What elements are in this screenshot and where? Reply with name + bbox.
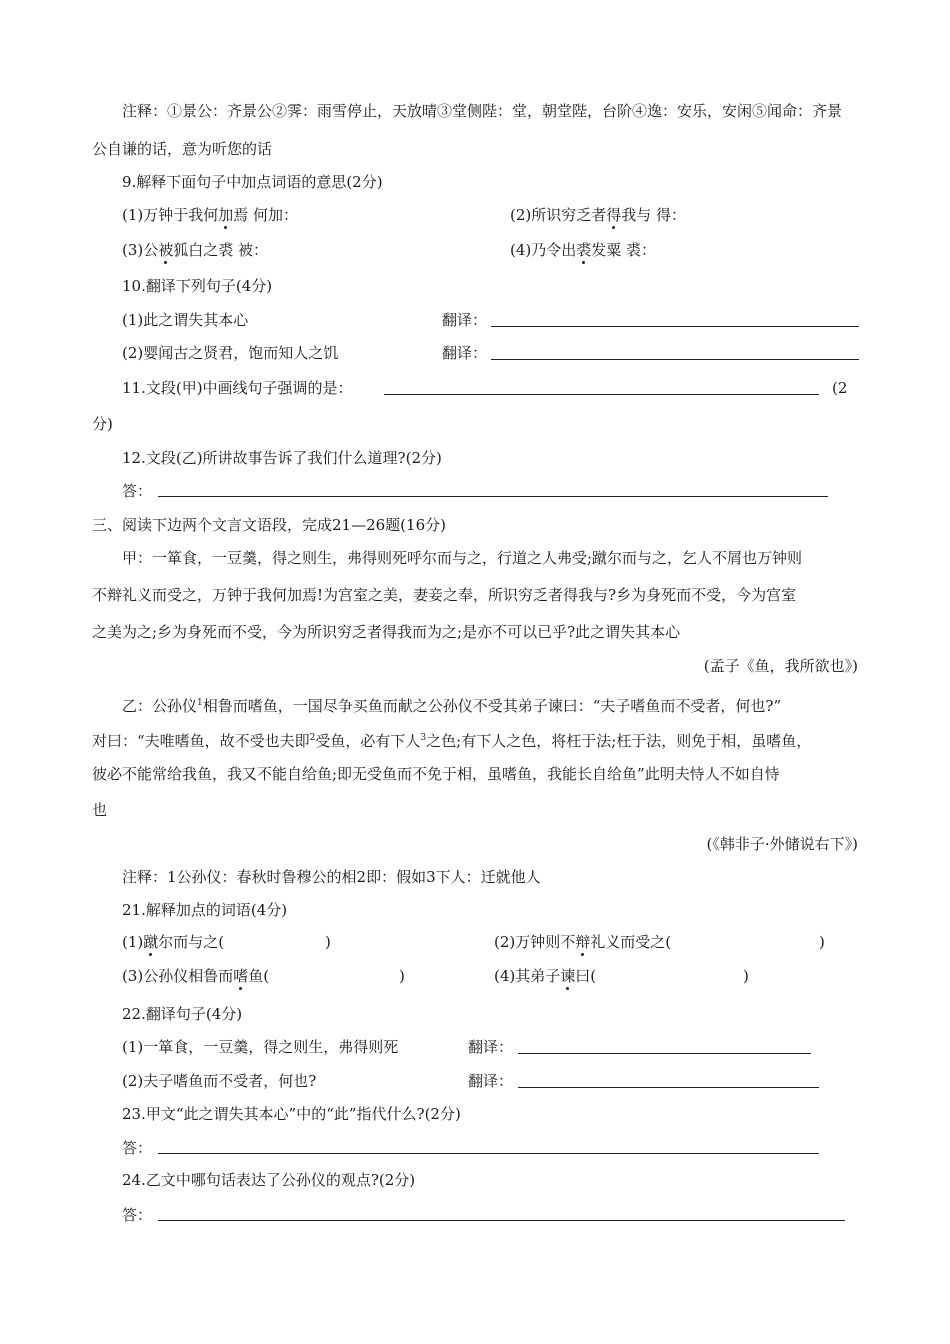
passage-jia-line-2: 不辩礼义而受之，万钟于我何加焉!为宫室之美，妻妾之奉，所识穷乏者得我与?乡为身死而不受，今为宫室 [92, 586, 797, 604]
q21-title: 21.解释加点的词语(4分) [122, 901, 288, 919]
passage-jia-line-1: 甲：一箪食，一豆羹，得之则生，弗得则死呼尔而与之，行道之人弗受;蹴尔而与之，乞人不屑也万钟则 [122, 549, 803, 567]
q9-item-3: (3)公被狐白之裘 被： [122, 241, 269, 259]
q12-answer-line[interactable] [158, 496, 828, 497]
q11-score: (2 [832, 379, 848, 397]
q10-translate-label-1: 翻译： [442, 311, 488, 329]
q22-title: 22.翻译句子(4分) [122, 1005, 243, 1023]
note-line-1: 注释：①景公：齐景公②霁：雨雪停止，天放晴③堂侧陛：堂，朝堂陛，台阶④逸：安乐，安闲⑤闻命：齐景 [122, 102, 843, 120]
q22-answer-line-1[interactable] [518, 1053, 811, 1054]
emphasis-dot-word: 裘 [576, 241, 592, 259]
q10-answer-line-1[interactable] [491, 326, 859, 327]
q22-sentence-2: (2)夫子嗜鱼而不受者，何也? [122, 1072, 317, 1090]
passage-yi-line-2: 对曰：“夫唯嗜鱼，故不受也夫即$^2$受鱼，必有下人$^3$之色;有下人之色，将枉于法;枉于法，则免于相，虽嗜鱼， [92, 732, 812, 750]
q9-title: 9.解释下面句子中加点词语的意思(2分) [122, 173, 383, 191]
passage-yi-source: (《韩非子·外储说右下》) [706, 835, 858, 853]
q21-item-1: (1)蹴尔而与之( [122, 933, 225, 951]
q10-answer-line-2[interactable] [491, 359, 859, 360]
q24-answer-label: 答： [122, 1206, 153, 1224]
note-line-2: 公自谦的话，意为听您的话 [92, 140, 273, 158]
q10-sentence-2: (2)婴闻古之贤君，饱而知人之饥 [122, 344, 339, 362]
emphasis-dot-word: 辩 [575, 933, 591, 951]
emphasis-dot-word: 谏 [560, 967, 576, 985]
q22-sentence-1: (1)一箪食，一豆羹，得之则生，弗得则死 [122, 1038, 399, 1056]
q21-item-2-close: ) [819, 933, 825, 951]
q12-title: 12.文段(乙)所讲故事告诉了我们什么道理?(2分) [122, 449, 442, 467]
emphasis-dot-word: 被 [158, 241, 174, 259]
q22-translate-label-2: 翻译： [468, 1072, 514, 1090]
emphasis-dot-word: 得 [606, 206, 622, 224]
q21-item-3: (3)公孙仪相鲁而嗜鱼( [122, 967, 270, 985]
q21-item-4-close: ) [743, 967, 749, 985]
q12-answer-label: 答： [122, 482, 153, 500]
passage-jia-source: (孟子《鱼，我所欲也》) [703, 657, 858, 675]
q23-title: 23.甲文“此之谓失其本心”中的“此”指代什么?(2分) [122, 1105, 461, 1123]
q10-title: 10.翻译下列句子(4分) [122, 277, 273, 295]
passage-yi-note: 注释：1公孙仪：春秋时鲁穆公的相2即：假如3下人：迁就他人 [122, 868, 541, 886]
q22-translate-label-1: 翻译： [468, 1038, 514, 1056]
q24-title: 24.乙文中哪句话表达了公孙仪的观点?(2分) [122, 1171, 416, 1189]
passage-yi-line-4: 也 [92, 801, 108, 819]
q11-answer-line[interactable] [384, 394, 819, 395]
q10-sentence-1: (1)此之谓失其本心 [122, 311, 249, 329]
q11-score-cont: 分) [92, 415, 113, 433]
q21-item-3-close: ) [399, 967, 405, 985]
section-3-title: 三、阅读下边两个文言文语段，完成21—26题(16分) [92, 516, 446, 534]
emphasis-dot-word: 加 [218, 206, 234, 224]
passage-jia-line-3: 之美为之;乡为身死而不受，今为所识穷乏者得我而为之;是亦不可以已乎?此之谓失其本心 [92, 623, 681, 641]
q22-answer-line-2[interactable] [518, 1087, 819, 1088]
passage-yi-line-1: 乙：公孙仪$^1$相鲁而嗜鱼，一国尽争买鱼而献之公孙仪不受其弟子谏曰：“夫子嗜鱼而不受者，何也?” [122, 697, 782, 715]
q11-title: 11.文段(甲)中画线句子强调的是： [122, 379, 353, 397]
q23-answer-label: 答： [122, 1139, 153, 1157]
q10-translate-label-2: 翻译： [442, 344, 488, 362]
q23-answer-line[interactable] [158, 1153, 819, 1154]
emphasis-dot-word: 蹴 [143, 933, 159, 951]
q21-item-4: (4)其弟子谏曰( [494, 967, 597, 985]
q21-item-2: (2)万钟则不辩礼义而受之( [494, 933, 672, 951]
q9-item-1: (1)万钟于我何加焉 何加： [122, 206, 299, 224]
q21-item-1-close: ) [325, 933, 331, 951]
q9-item-2: (2)所识穷乏者得我与 得： [510, 206, 687, 224]
q9-item-4: (4)乃令出裘发粟 裘： [510, 241, 657, 259]
q24-answer-line[interactable] [158, 1220, 845, 1221]
emphasis-dot-word: 嗜 [233, 967, 249, 985]
passage-yi-line-3: 彼必不能常给我鱼，我又不能自给鱼;即无受鱼而不免于相，虽嗜鱼，我能长自给鱼”此明夫恃人不如自恃 [92, 765, 780, 783]
